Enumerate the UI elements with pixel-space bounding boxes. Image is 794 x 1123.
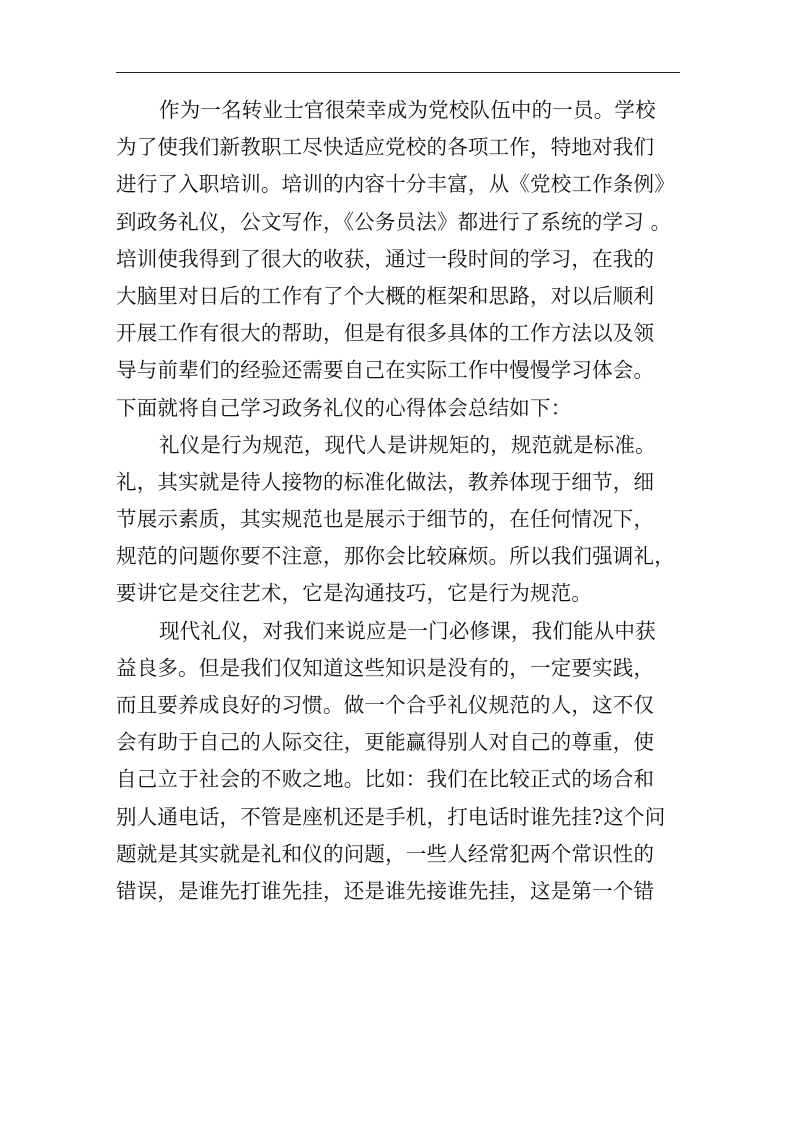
text-line: 作为一名转业士官很荣幸成为党校队伍中的一员。学校 [159, 98, 656, 122]
text-line: 礼仪是行为规范，现代人是讲规矩的，规范就是标准。 [159, 432, 656, 457]
text-line: 礼，其实就是待人接物的标准化做法，教养体现于细节，细 [116, 469, 655, 494]
text-line: 自己立于社会的不败之地。比如：我们在比较正式的场合和 [116, 767, 655, 792]
text-line: 培训使我得到了很大的收获，通过一段时间的学习，在我的 [116, 246, 655, 271]
text-line: 导与前辈们的经验还需要自己在实际工作中慢慢学习体会。 [116, 358, 655, 383]
text-line: 进行了入职培训。培训的内容十分丰富，从《党校工作条例》 [116, 172, 675, 197]
body-text [116, 92, 686, 910]
text-line: 要讲它是交往艺术，它是沟通技巧，它是行为规范。 [116, 581, 593, 606]
text-line: 现代礼仪，对我们来说应是一门必修课，我们能从中获 [159, 618, 656, 643]
text-line: 会有助于自己的人际交往，更能赢得别人对自己的尊重，使 [116, 730, 655, 755]
text-line: 大脑里对日后的工作有了个大概的框架和思路，对以后顺利 [116, 283, 655, 308]
text-line: 下面就将自己学习政务礼仪的心得体会总结如下： [116, 395, 572, 420]
text-line: 益良多。但是我们仅知道这些知识是没有的，一定要实践， [116, 655, 655, 680]
text-line: 规范的问题你要不注意，那你会比较麻烦。所以我们强调礼， [116, 544, 675, 569]
header-rule [116, 72, 680, 73]
text-line: 到政务礼仪，公文写作，《公务员法》都进行了系统的学习 。 [116, 209, 672, 234]
text-line: 别人通电话，不管是座机还是手机，打电话时谁先挂?这个问 [116, 804, 666, 829]
text-line: 开展工作有很大的帮助，但是有很多具体的工作方法以及领 [116, 321, 655, 346]
text-line: 题就是其实就是礼和仪的问题，一些人经常犯两个常识性的 [116, 841, 655, 866]
text-line: 而且要养成良好的习惯。做一个合乎礼仪规范的人，这不仅 [116, 693, 655, 717]
text-line: 错误，是谁先打谁先挂，还是谁先接谁先挂，这是第一个错 [116, 878, 655, 903]
text-line: 为了使我们新教职工尽快适应党校的各项工作，特地对我们 [116, 135, 655, 160]
text-line: 节展示素质，其实规范也是展示于细节的，在任何情况下， [116, 507, 655, 532]
